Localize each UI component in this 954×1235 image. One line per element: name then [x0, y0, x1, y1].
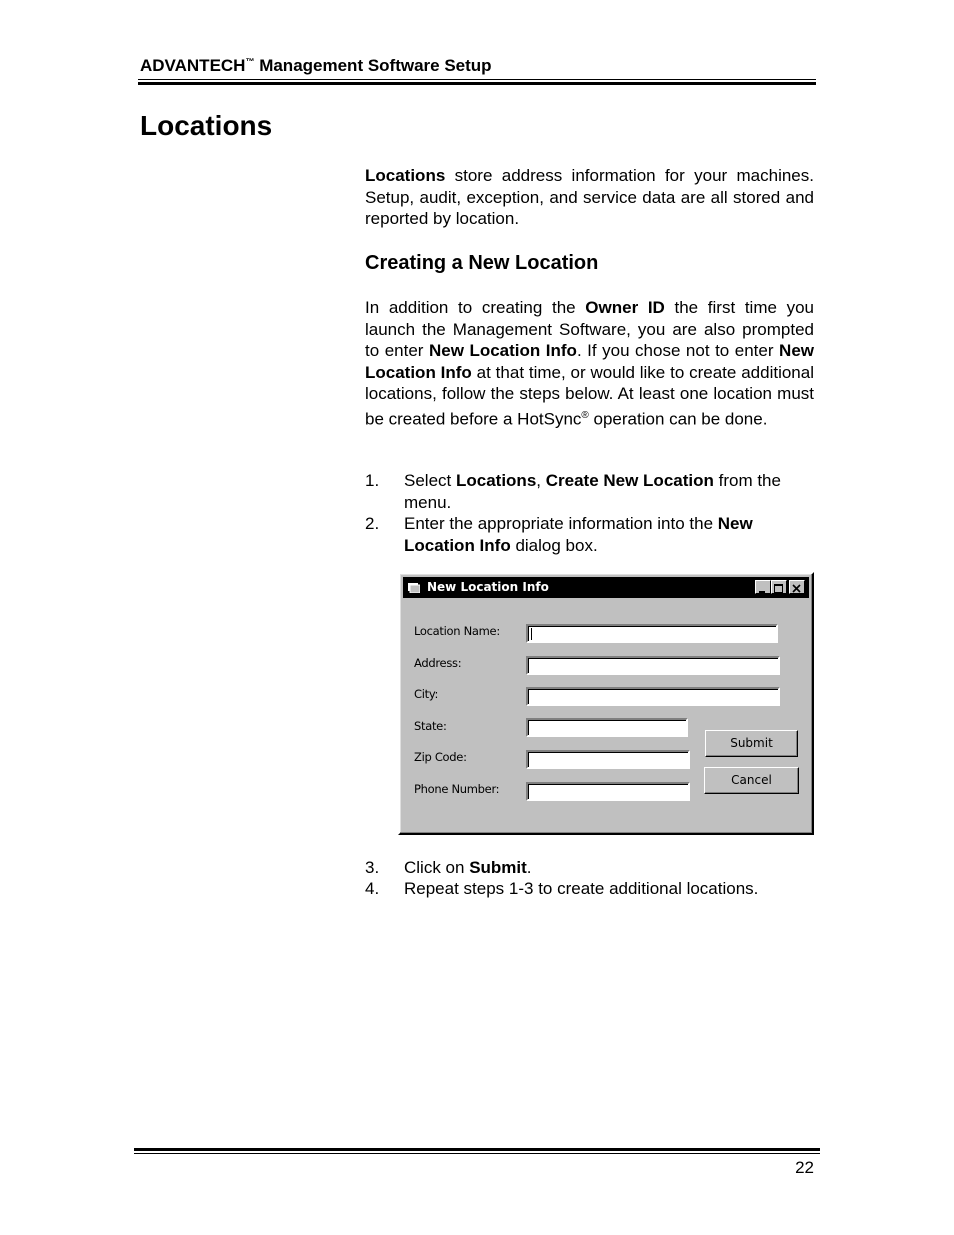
header-title-rest: Management Software Setup — [254, 56, 492, 75]
step-bold: New Location Info — [404, 514, 753, 555]
phone-number-label: Phone Number: — [414, 782, 500, 796]
step-bold: Submit — [469, 858, 527, 877]
step-bold: Locations — [455, 471, 537, 490]
city-label: City: — [414, 687, 439, 701]
step-text: Repeat steps 1-3 to create additional locations. — [404, 879, 759, 898]
location-name-label: Location Name: — [414, 624, 500, 638]
city-input[interactable] — [526, 687, 780, 706]
window-icon — [408, 582, 420, 593]
intro-text: store address information for your machines. Setup, audit, exception, and service data are all stored and reported by location. — [365, 166, 814, 229]
footer-rule-thin — [134, 1153, 820, 1154]
location-name-input[interactable] — [526, 624, 778, 643]
trademark-symbol: ™ — [245, 56, 255, 67]
step-item — [365, 857, 795, 879]
section-text-1: In addition to creating the — [365, 298, 586, 317]
section-paragraph — [365, 297, 814, 430]
step-text-part: Enter the appropriate information into the — [404, 514, 718, 533]
maximize-button[interactable] — [771, 580, 787, 594]
section-text-2: the first time you launch the Management Software, you are also prompted to enter — [365, 298, 814, 361]
step-text-part: dialog box. — [510, 535, 598, 555]
step-text-part: Click on — [404, 858, 470, 877]
running-header — [140, 56, 492, 76]
state-input[interactable] — [526, 718, 688, 737]
maximize-icon — [772, 583, 786, 595]
zip-code-input[interactable] — [526, 750, 690, 769]
step-item — [365, 878, 795, 900]
footer-rule-thick — [134, 1148, 820, 1151]
phone-number-input[interactable] — [526, 782, 690, 801]
step-number: 3. — [365, 858, 380, 877]
step-text — [404, 513, 795, 556]
step-number: 1. — [365, 471, 380, 490]
state-label: State: — [414, 719, 447, 733]
close-button[interactable] — [789, 580, 805, 594]
minimize-icon — [756, 583, 770, 595]
step-item — [365, 470, 795, 513]
step-item — [365, 513, 795, 556]
step-text — [404, 470, 795, 513]
section-bold-new-location-1: New Location Info — [428, 341, 577, 361]
step-bold: Create New Location — [545, 471, 714, 490]
intro-paragraph — [365, 165, 814, 230]
registered-symbol: ® — [581, 409, 589, 421]
address-input[interactable] — [526, 656, 780, 675]
section-heading: Creating a New Location — [365, 252, 599, 274]
step-text-part: from the menu. — [404, 471, 781, 512]
step-number: 4. — [365, 879, 380, 898]
section-text-4: at that time, or would like to create additional locations, follow the steps below. At least one location must be created before a HotSync — [365, 362, 814, 429]
step-text — [404, 857, 795, 879]
header-rule-thick — [138, 82, 816, 85]
section-bold-new-location-2: New Location Info — [365, 341, 815, 382]
step-text-part: , — [536, 471, 546, 490]
dialog-title: New Location Info — [427, 580, 549, 594]
section-text-3: . If you chose not to enter — [576, 341, 780, 361]
page-title: Locations — [140, 110, 273, 141]
intro-bold-lead: Locations — [365, 166, 446, 185]
close-icon — [790, 583, 804, 595]
text-caret — [531, 628, 532, 640]
step-text-part: . — [526, 858, 532, 877]
zip-code-label: Zip Code: — [414, 750, 467, 764]
page-number: 22 — [795, 1158, 814, 1177]
section-bold-owner-id: Owner ID — [585, 298, 665, 317]
step-text-part: Select — [404, 471, 456, 490]
header-brand: ADVANTECH — [140, 56, 246, 75]
header-rule-thin — [138, 79, 816, 80]
new-location-dialog — [398, 572, 814, 835]
address-label: Address: — [414, 656, 462, 670]
minimize-button[interactable] — [755, 580, 771, 594]
step-number: 2. — [365, 514, 380, 533]
cancel-button[interactable]: Cancel — [704, 767, 799, 794]
dialog-titlebar[interactable] — [403, 577, 809, 598]
submit-button[interactable]: Submit — [705, 730, 798, 757]
section-text-5: operation can be done. — [588, 409, 768, 429]
